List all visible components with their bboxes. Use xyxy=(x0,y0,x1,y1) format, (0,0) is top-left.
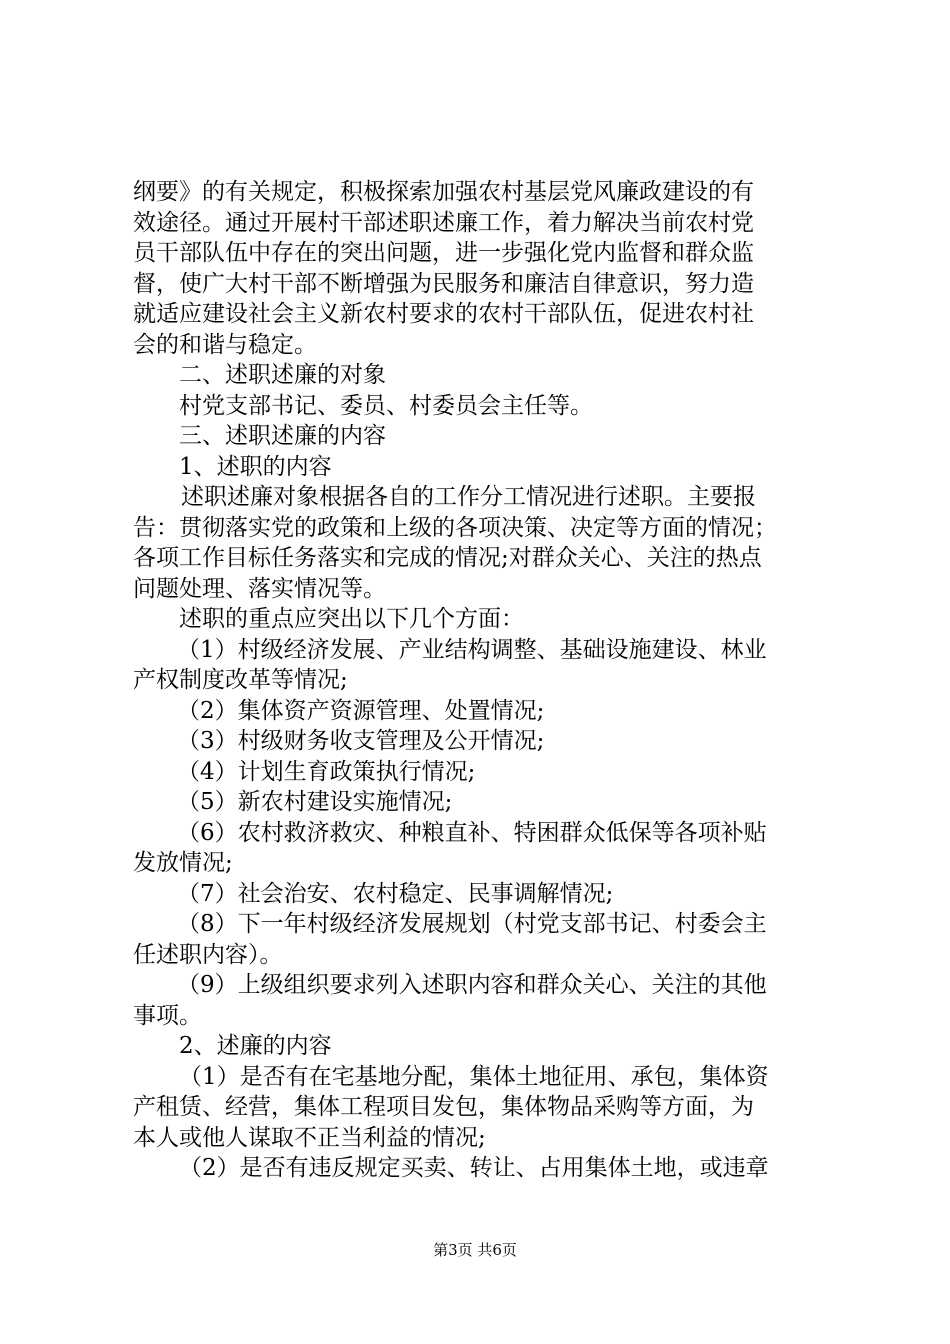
list-item: （1）村级经济发展、产业结构调整、基础设施建设、林业 xyxy=(177,636,767,663)
list-item: （9）上级组织要求列入述职内容和群众关心、关注的其他 xyxy=(177,972,767,998)
list-item: （5）新农村建设实施情况; xyxy=(177,789,453,815)
text-line: 产租赁、经营，集体工程项目发包，集体物品采购等方面，为 xyxy=(133,1094,754,1120)
section-heading: 二、述职述廉的对象 xyxy=(179,362,386,388)
text-line: 述职述廉对象根据各自的工作分工情况进行述职。主要报 xyxy=(181,484,756,510)
text-line: 任述职内容）。 xyxy=(133,941,283,968)
text-line: 就适应建设社会主义新农村要求的农村干部队伍，促进农村社 xyxy=(133,301,754,327)
text-line: 村党支部书记、委员、村委员会主任等。 xyxy=(179,392,593,419)
text-line: 督，使广大村干部不断增强为民服务和廉洁自律意识，努力造 xyxy=(133,270,754,297)
text-line: 各项工作目标任务落实和完成的情况;对群众关心、关注的热点 xyxy=(133,545,762,571)
list-item: （4）计划生育政策执行情况; xyxy=(177,758,476,785)
list-item: （6）农村救济救灾、种粮直补、特困群众低保等各项补贴 xyxy=(177,819,767,846)
text-line: 会的和谐与稳定。 xyxy=(133,331,317,358)
text-line: 述职的重点应突出以下几个方面： xyxy=(179,606,524,632)
text-line: 问题处理、落实情况等。 xyxy=(133,575,386,602)
list-item: （2）是否有违反规定买卖、转让、占用集体土地，或违章 xyxy=(179,1155,769,1181)
page-number: 第3页 共6页 xyxy=(433,1241,517,1259)
text-line: 产权制度改革等情况; xyxy=(133,667,348,693)
text-line: 告：贯彻落实党的政策和上级的各项决策、决定等方面的情况； xyxy=(133,514,777,541)
text-line: 员干部队伍中存在的突出问题，进一步强化党内监督和群众监 xyxy=(133,240,754,266)
list-item: （2）集体资产资源管理、处置情况; xyxy=(177,697,545,724)
list-item: （7）社会治安、农村稳定、民事调解情况; xyxy=(177,880,614,907)
text-line: 效途径。通过开展村干部述职述廉工作，着力解决当前农村党 xyxy=(133,209,754,236)
section-heading: 三、述职述廉的内容 xyxy=(179,423,386,449)
list-item: （8）下一年村级经济发展规划（村党支部书记、村委会主 xyxy=(177,911,767,937)
subsection-heading: 2、述廉的内容 xyxy=(179,1033,332,1059)
subsection-heading: 1、述职的内容 xyxy=(179,453,332,480)
text-line: 纲要》的有关规定，积极探索加强农村基层党风廉政建设的有 xyxy=(133,179,754,205)
list-item: （1）是否有在宅基地分配，集体土地征用、承包，集体资 xyxy=(179,1063,769,1090)
text-line: 本人或他人谋取不正当利益的情况; xyxy=(133,1124,486,1151)
list-item: （3）村级财务收支管理及公开情况; xyxy=(177,728,545,754)
text-line: 发放情况; xyxy=(133,850,233,876)
text-line: 事项。 xyxy=(133,1002,202,1029)
